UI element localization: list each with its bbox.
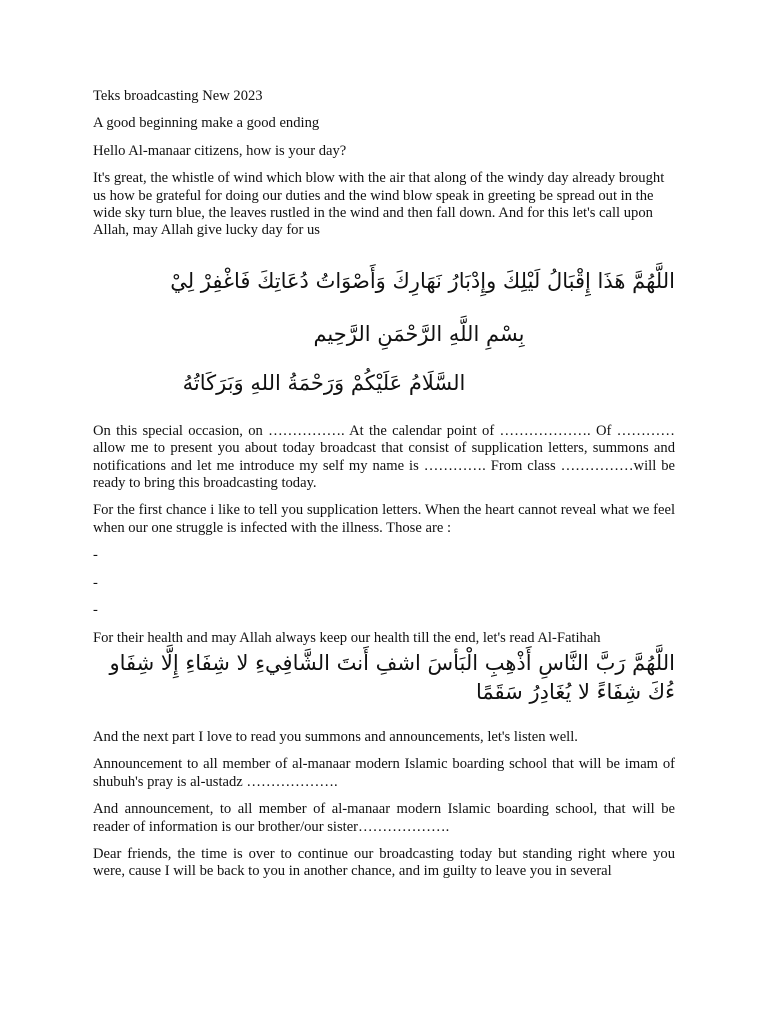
list-item: - <box>93 574 98 591</box>
greeting: Hello Al-manaar citizens, how is your day? <box>93 142 347 159</box>
motto: A good beginning make a good ending <box>93 115 320 132</box>
list-item: - <box>93 547 98 564</box>
health-paragraph: For their health and may Allah always keep our health till the end, let's read Al-Fatihah <box>93 629 601 646</box>
occasion-paragraph: On this special occasion, on ……………. At the calendar point of ………………. Of ………… allow me to present you about today broadcast that consist of supplication letters, summons and notifications and let me introduce my self my name is …………. From class ……………will be ready to bring this broadcasting today. <box>93 422 675 492</box>
announcement-1: Announcement to all member of al-manaar modern Islamic boarding school that will be imam of shubuh's pray is al-ustadz ………………. <box>93 756 675 790</box>
first-chance-paragraph: For the first chance i like to tell you supplication letters. When the heart cannot reveal what we feel when our one struggle is infected with the illness. Those are : <box>93 502 675 536</box>
list-item: - <box>93 602 98 619</box>
arabic-healing: اللَّهُمَّ رَبَّ النَّاسِ أَذْهِبِ الْبَأسَ اشفِ أَنتَ الشَّافِيءِ لا شِفَاءِ إِلَّا شِفَاو ءُكَ شِفَاءً لا يُغَادِرُ سَقَمًا <box>109 650 675 704</box>
arabic-prayer: اللَّهُمَّ هَذَا إِقْبَالُ لَيْلِكَ وإِدْبَارُ نَهَارِكَ وَأَصْوَاتُ دُعَاتِكَ فَاغْفِرْ لِيْ <box>170 268 675 293</box>
closing-paragraph: Dear friends, the time is over to continue our broadcasting today but standing right where you were, cause I will be back to you in another chance, and im guilty to leave you in several <box>93 845 675 880</box>
document-body <box>93 88 675 881</box>
next-part-paragraph: And the next part I love to read you summons and announcements, let's listen well. <box>93 728 578 745</box>
arabic-salam: السَّلَامُ عَلَيْكُمْ وَرَحْمَةُ اللهِ وَبَرَكَاتُهُ <box>182 370 466 395</box>
announcement-2: And announcement, to all member of al-manaar modern Islamic boarding school, that will be reader of information is our brother/our sister………………. <box>93 801 675 835</box>
arabic-basmalah: بِسْمِ اللَّهِ الرَّحْمَنِ الرَّحِيم <box>313 321 525 346</box>
intro-paragraph: It's great, the whistle of wind which blow with the air that along of the windy day already brought us how be grateful for doing our duties and the wind blow speak in greeting be spread out in the wide sky turn blue, the leaves rustled in the wind and then fall down. And for this let's call upon Allah, may Allah give lucky day for us <box>93 170 665 239</box>
document-title: Teks broadcasting New 2023 <box>93 88 263 104</box>
